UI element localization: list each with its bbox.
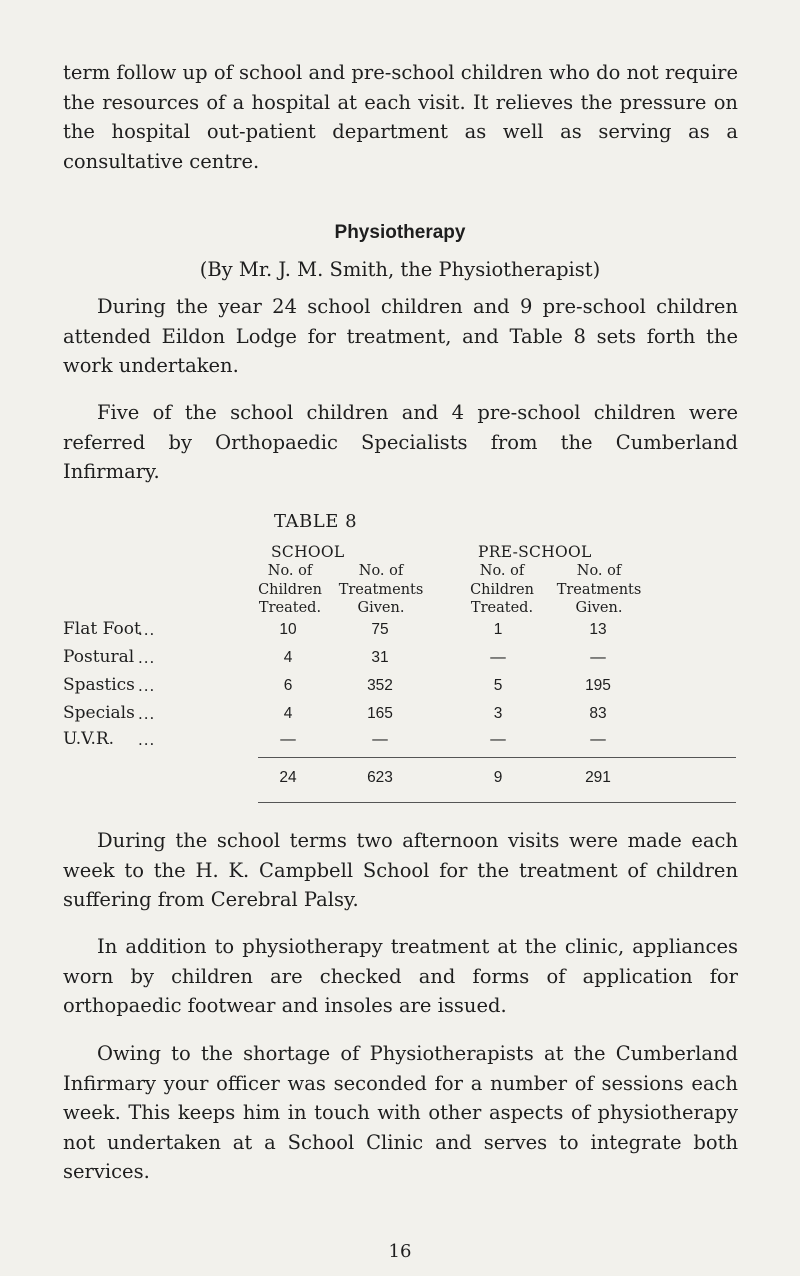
page-number: 16 [388,1241,412,1262]
table-cell: — [372,731,388,748]
table-cell: — [490,649,506,666]
total-cell: 9 [493,769,503,786]
section-byline: (By Mr. J. M. Smith, the Physiotherapist) [199,258,601,281]
totals-rule-bottom [258,802,736,803]
leader-dots: ... [138,649,156,667]
leader-dots: ... [138,731,156,749]
paragraph-attendance: During the year 24 school children and 9 pre-school children attended Eildon Lodge for treatment, and Table 8 sets forth the work undertaken. [63,295,738,377]
total-cell: 291 [585,769,611,786]
table-cell: 4 [283,649,293,666]
column-header-preschool-treatments: No. of Treatments Given. [556,563,642,616]
table-cell: — [590,731,606,748]
row-label: Postural [63,647,135,667]
table-cell: 5 [493,677,503,694]
paragraph-referrals: Five of the school children and 4 pre-school children were referred by Orthopaedic Specialists from the Cumberland Infirmary. [63,401,738,483]
table-cell: 75 [371,621,389,638]
table-cell: 3 [493,705,503,722]
leader-dots: ... [138,621,156,639]
column-header-school-treatments: No. of Treatments Given. [338,563,424,616]
paragraph-campbell-school: During the school terms two afternoon visits were made each week to the H. K. Campbell School for the treatment of children suffering from Cerebral Palsy. [63,829,738,911]
table-cell: 13 [589,621,607,638]
row-label: Flat Foot [63,619,141,639]
group-header-preschool: PRE-SCHOOL [478,543,592,561]
table-title: TABLE 8 [274,511,358,532]
total-cell: 24 [279,769,297,786]
intro-paragraph: term follow up of school and pre-school children who do not require the resources of a hospital at each visit. It relieves the pressure on the hospital out-patient department as well as serving as a consultative centre. [63,61,738,173]
group-header-school: SCHOOL [271,543,345,561]
table-cell: 6 [283,677,293,694]
table-cell: 31 [371,649,389,666]
section-heading: Physiotherapy [334,222,466,243]
paragraph-staff-shortage: Owing to the shortage of Physiotherapists at the Cumberland Infirmary your officer was seconded for a number of sessions each week. This keeps him in touch with other aspects of physiotherapy not undertaken at a School Clinic and serves to integrate both services. [63,1042,738,1183]
table-cell: — [490,731,506,748]
leader-dots: ... [138,705,156,723]
table-cell: 10 [279,621,297,638]
row-label: Spastics [63,675,135,695]
table-cell: 4 [283,705,293,722]
table-cell: 83 [589,705,607,722]
leader-dots: ... [138,677,156,695]
table-cell: — [280,731,296,748]
row-label: Specials [63,703,135,723]
table-cell: — [590,649,606,666]
row-label: U.V.R. [63,729,115,749]
table-cell: 352 [367,677,393,694]
total-cell: 623 [367,769,393,786]
table-cell: 195 [585,677,611,694]
table-cell: 1 [493,621,503,638]
totals-rule-top [258,757,736,758]
column-header-school-children: No. of Children Treated. [258,563,322,616]
column-header-preschool-children: No. of Children Treated. [470,563,534,616]
paragraph-appliances: In addition to physiotherapy treatment at the clinic, appliances worn by children are checked and forms of application for orthopaedic footwear and insoles are issued. [63,935,738,1017]
table-cell: 165 [367,705,393,722]
